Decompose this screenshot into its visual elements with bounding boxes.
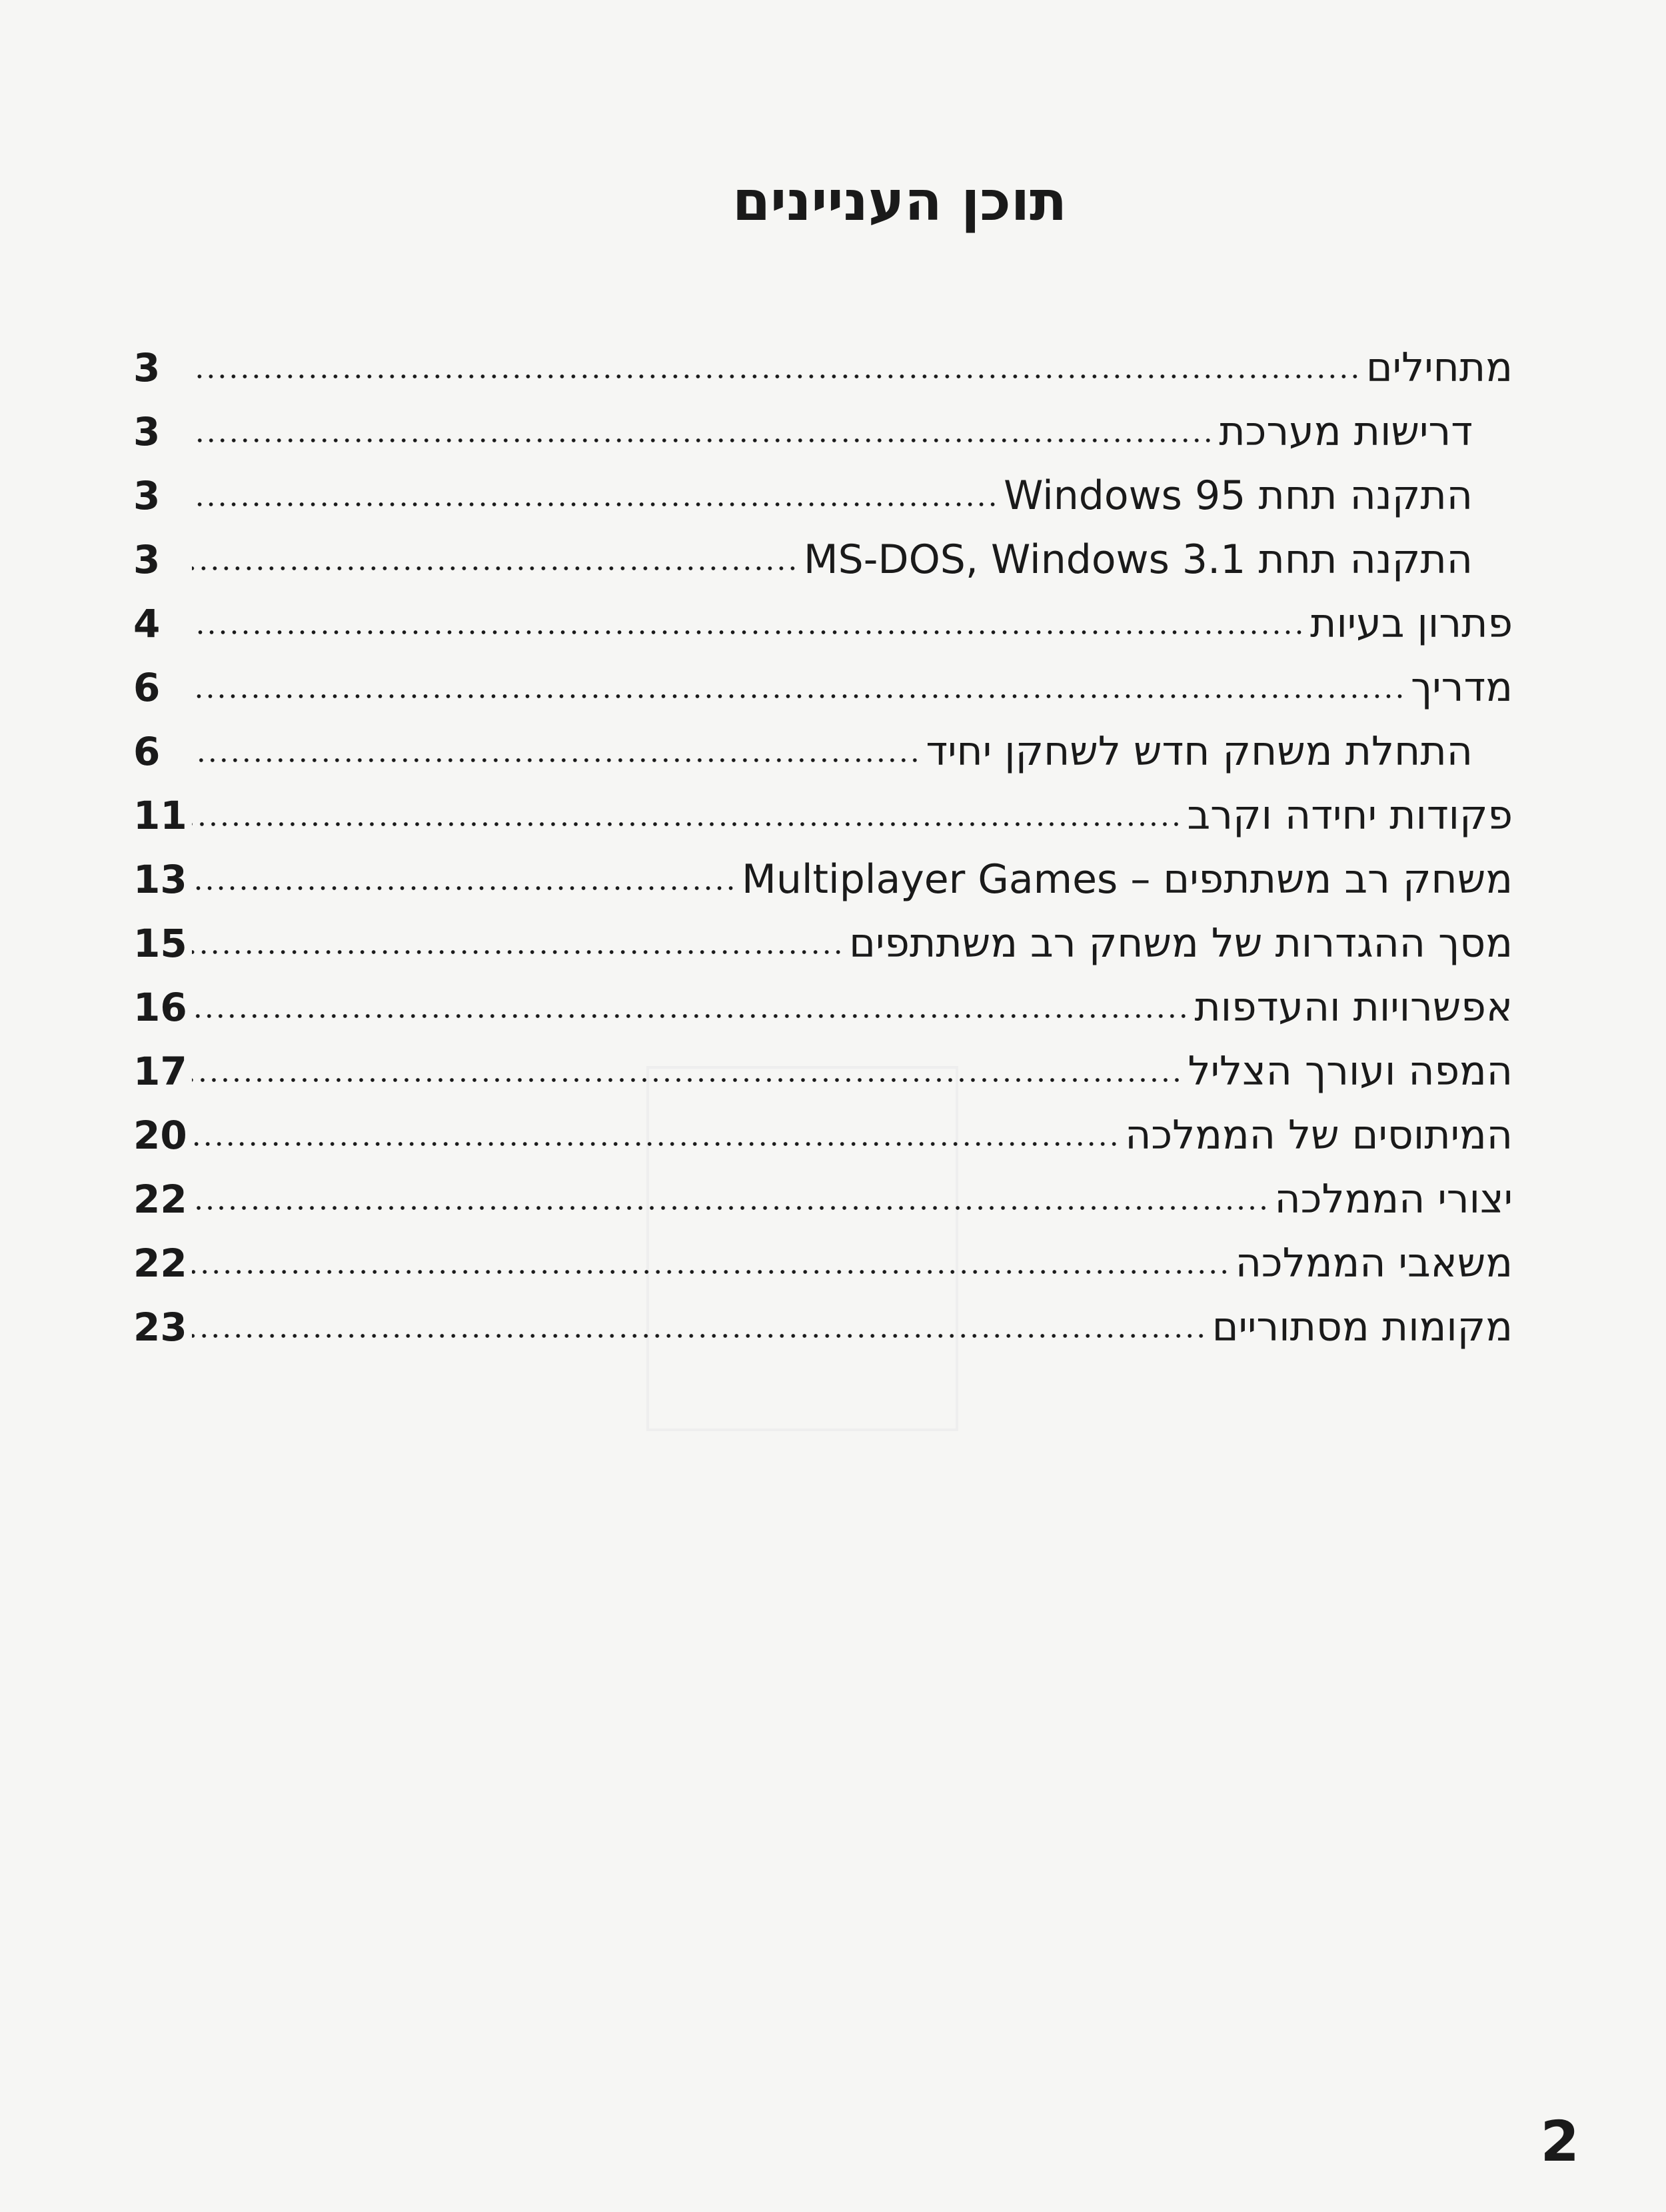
toc-entry bbox=[133, 518, 1513, 582]
toc-entry-title: יצורי הממלכה bbox=[1274, 1176, 1513, 1223]
toc-page-number: 13 bbox=[133, 857, 187, 902]
toc-entry-title: המיתוסים של הממלכה bbox=[1125, 1112, 1513, 1159]
dot-leader bbox=[192, 1205, 1269, 1211]
toc-entry bbox=[133, 454, 1513, 518]
toc-entry-title: מדריך bbox=[1410, 664, 1513, 711]
toc-page-number: 3 bbox=[133, 473, 161, 518]
dot-leader bbox=[192, 1141, 1120, 1147]
page-title: תוכן העניינים bbox=[732, 170, 1068, 233]
toc-entry bbox=[133, 1222, 1513, 1286]
toc-entry bbox=[133, 774, 1513, 838]
toc-entry bbox=[133, 1094, 1513, 1158]
toc-entry-title: משאבי הממלכה bbox=[1235, 1240, 1513, 1287]
toc-entry bbox=[133, 646, 1513, 710]
toc-entry-title: התחלת משחק חדש לשחקן יחיד bbox=[926, 728, 1473, 775]
toc-page-number: 3 bbox=[133, 537, 161, 582]
toc-entry-title: פקודות יחידה וקרב bbox=[1187, 792, 1513, 839]
toc-entry-title: אפשרויות והעדפות bbox=[1194, 984, 1513, 1031]
toc-page-number: 6 bbox=[133, 729, 161, 774]
toc-entry bbox=[133, 710, 1513, 774]
toc-entry-title: פתרון בעיות bbox=[1310, 600, 1513, 647]
toc-page-number: 23 bbox=[133, 1305, 187, 1350]
page-number: 2 bbox=[1540, 2109, 1579, 2174]
toc-entry bbox=[133, 1286, 1513, 1350]
toc-page-number: 17 bbox=[133, 1049, 187, 1094]
toc-entry bbox=[133, 326, 1513, 390]
toc-entry bbox=[133, 838, 1513, 902]
toc-entry-title: משחק רב משתתפים – Multiplayer Games bbox=[742, 856, 1513, 903]
dot-leader bbox=[192, 565, 798, 572]
toc-entry-title: דרישות מערכת bbox=[1219, 408, 1473, 455]
toc-entry-title: מסך ההגדרות של משחק רב משתתפים bbox=[849, 920, 1513, 967]
toc-entry-title: מקומות מסתוריים bbox=[1212, 1304, 1513, 1351]
toc-entry bbox=[133, 1158, 1513, 1222]
dot-leader bbox=[192, 373, 1361, 380]
dot-leader bbox=[192, 1077, 1182, 1083]
toc-entry-title: התקנה תחת Windows 95 bbox=[1004, 472, 1473, 519]
dot-leader bbox=[192, 949, 844, 955]
dot-leader bbox=[192, 821, 1182, 828]
toc-page-number: 6 bbox=[133, 665, 161, 710]
toc-entry bbox=[133, 902, 1513, 966]
toc-page-number: 3 bbox=[133, 345, 161, 390]
toc-page-number: 22 bbox=[133, 1241, 187, 1286]
toc-entry bbox=[133, 390, 1513, 454]
toc-entry bbox=[133, 1030, 1513, 1094]
dot-leader bbox=[192, 437, 1214, 444]
dot-leader bbox=[192, 885, 736, 891]
dot-leader bbox=[192, 757, 920, 764]
toc-entry-title: התקנה תחת MS-DOS, Windows 3.1 bbox=[803, 536, 1473, 583]
toc-entry-title: המפה ועורך הצליל bbox=[1188, 1048, 1513, 1095]
toc-page-number: 3 bbox=[133, 409, 161, 454]
toc-entry bbox=[133, 966, 1513, 1030]
toc-page-number: 20 bbox=[133, 1113, 187, 1158]
dot-leader bbox=[192, 629, 1305, 636]
dot-leader bbox=[192, 1013, 1189, 1019]
dot-leader bbox=[192, 1269, 1230, 1275]
toc-entry bbox=[133, 582, 1513, 646]
toc-page-number: 22 bbox=[133, 1177, 187, 1222]
toc-entry-title: מתחילים bbox=[1365, 344, 1513, 391]
toc-page-number: 16 bbox=[133, 985, 187, 1030]
table-of-contents bbox=[133, 326, 1513, 1350]
toc-page-number: 15 bbox=[133, 921, 187, 966]
toc-page-number: 11 bbox=[133, 793, 187, 838]
dot-leader bbox=[192, 501, 998, 508]
dot-leader bbox=[192, 693, 1405, 700]
dot-leader bbox=[192, 1333, 1207, 1339]
toc-page-number: 4 bbox=[133, 601, 161, 646]
